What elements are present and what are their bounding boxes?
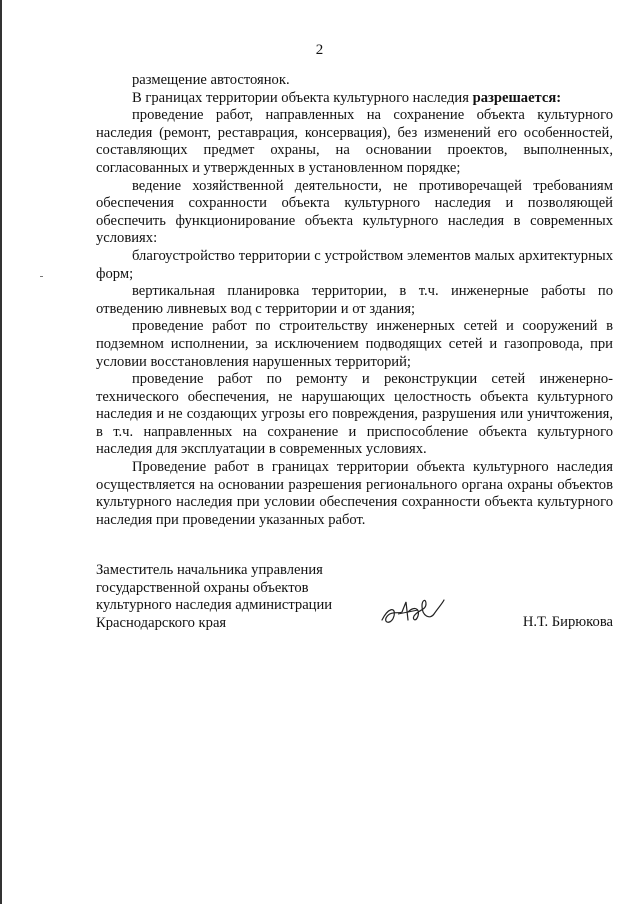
paragraph: ведение хозяйственной деятельности, не противоречащей требованиям обеспечения сохранности объекта культурного наследия и позволяющей обеспечить функционирование объекта культурного наследия в современных условиях: [96,177,613,247]
paragraph-permitted-heading [96,90,613,108]
signer-title-line: государственной охраны объектов [96,579,309,596]
paragraph: проведение работ, направленных на сохранение объекта культурного наследия (ремонт, реставрация, консервация), без изменений его особенностей, составляющих предмет охраны, на основании проектов, выполненных, согласованных и утвержденных в установленном порядке; [96,107,613,176]
page-edge [0,0,2,904]
signature-block [96,562,613,632]
paragraph: благоустройство территории с устройством элементов малых архитектурных форм; [96,247,613,282]
document-body [96,72,613,529]
signer-title-line: культурного наследия администрации [96,597,333,614]
paragraph: проведение работ по ремонту и реконструкции сетей инженерно-технического обеспечения, не нарушающих целостность объекта культурного наследия и не создающих угрозы его повреждения, разрушения или уничтожения, в т.ч. направленных на сохранение и приспособление объекта культурного наследия для эксплуатации в современных условиях. [96,371,613,458]
page-number: 2 [315,42,324,58]
handwritten-signature-icon [378,590,448,636]
paragraph-text: В границах территории объекта культурного наследия [132,89,473,106]
paragraph: проведение работ по строительству инженерных сетей и сооружений в подземном исполнении, за исключением подводящих сетей и газопровода, при условии восстановления нарушенных территорий; [96,318,613,370]
signer-name: Н.Т. Бирюкова [522,614,613,630]
signer-title-line: Краснодарского края [96,614,227,631]
paragraph: Проведение работ в границах территории объекта культурного наследия осуществляется на основании разрешения регионального органа охраны объектов культурного наследия при условии обеспечения сохранности объекта культурного наследия при проведении указанных работ. [96,459,613,528]
paragraph: размещение автостоянок. [132,72,290,88]
signer-title-line: Заместитель начальника управления [96,562,323,578]
paragraph: вертикальная планировка территории, в т.ч. инженерные работы по отведению ливневых вод с территории и от здания; [96,283,613,317]
emphasis-text: разрешается: [472,89,562,106]
margin-mark [40,276,43,277]
